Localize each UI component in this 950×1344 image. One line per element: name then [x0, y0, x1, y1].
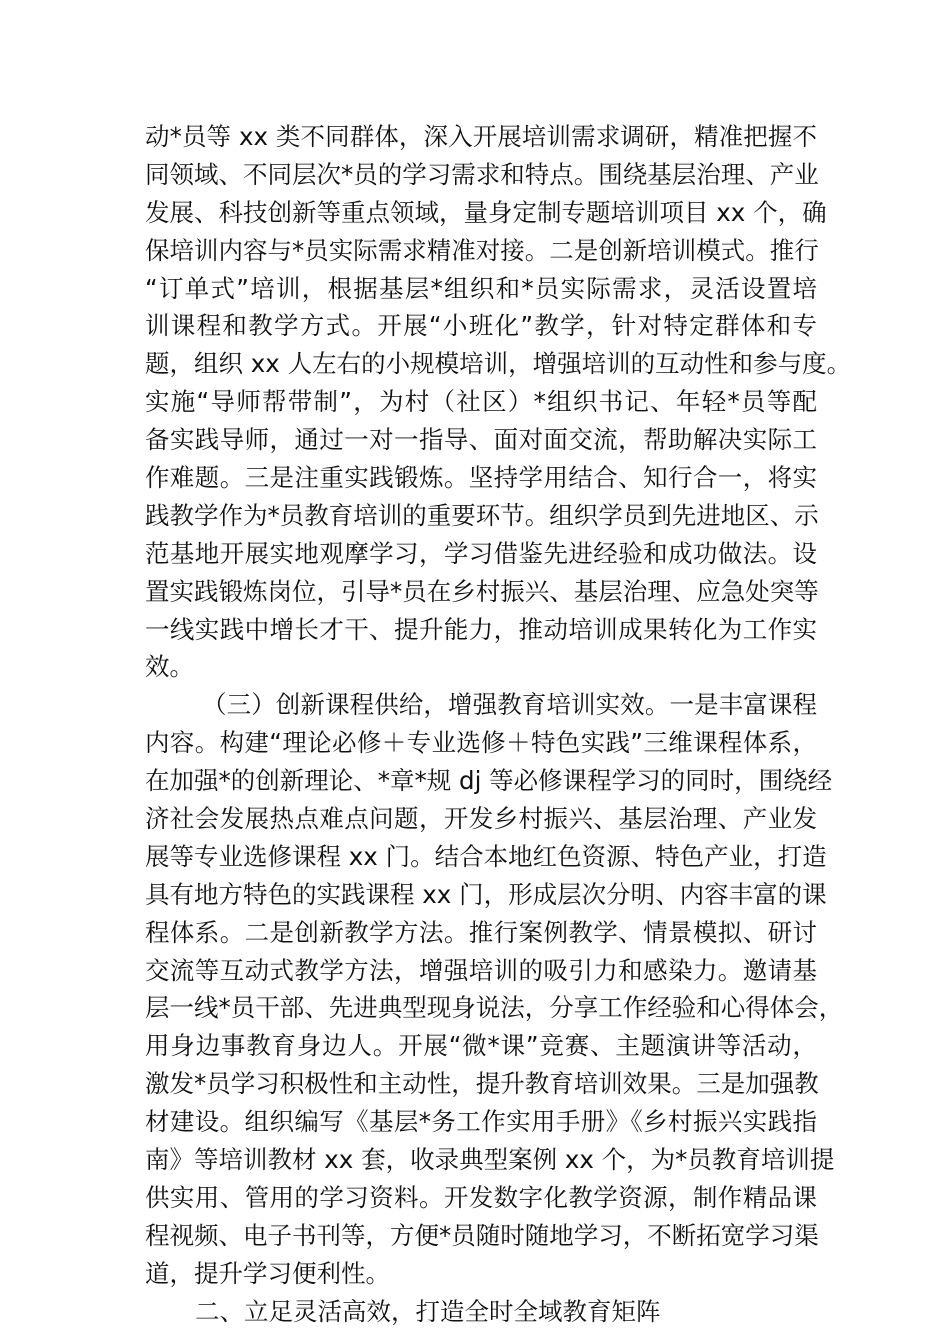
- body-line: 实施“导师帮带制”，为村（社区）*组织书记、年轻*员等配: [145, 387, 817, 417]
- body-line: 一线实践中增长才干、提升能力，推动培训成果转化为工作实: [145, 614, 817, 644]
- body-line: 供实用、管用的学习资料。开发数字化教学资源，制作精品课: [145, 1182, 817, 1212]
- body-line: 交流等互动式教学方法，增强培训的吸引力和感染力。邀请基: [145, 955, 817, 985]
- document-body: [145, 118, 852, 1331]
- body-line: 作难题。三是注重实践锻炼。坚持学用结合、知行合一，将实: [145, 463, 817, 493]
- body-line: 用身边事教育身边人。开展“微*课”竞赛、主题演讲等活动，: [145, 1031, 817, 1061]
- body-line: 具有地方特色的实践课程 xx 门，形成层次分明、内容丰富的课: [145, 879, 827, 909]
- body-line: 同领域、不同层次*员的学习需求和特点。围绕基层治理、产业: [145, 159, 819, 189]
- body-line: 程体系。二是创新教学方法。推行案例教学、情景模拟、研讨: [145, 917, 817, 947]
- body-line: 动*员等 xx 类不同群体，深入开展培训需求调研，精准把握不: [145, 122, 817, 151]
- body-line: 南》等培训教材 xx 套，收录典型案例 xx 个，为*员教育培训提: [145, 1145, 835, 1175]
- body-line: 道，提升学习便利性。: [145, 1258, 390, 1288]
- body-line: 济社会发展热点难点问题，开发乡村振兴、基层治理、产业发: [145, 804, 817, 834]
- body-line: 备实践导师，通过一对一指导、面对面交流，帮助解决实际工: [145, 425, 817, 455]
- body-line: 程视频、电子书刊等，方便*员随时随地学习，不断拓宽学习渠: [145, 1220, 819, 1250]
- subheading-line: （三）创新课程供给，增强教育培训实效。一是丰富课程: [202, 690, 817, 720]
- body-line: 题，组织 xx 人左右的小规模培训，增强培训的互动性和参与度。: [145, 349, 852, 379]
- body-line: 材建设。组织编写《基层*务工作实用手册》《乡村振兴实践指: [145, 1107, 817, 1137]
- body-line: 在加强*的创新理论、*章*规 dj 等必修课程学习的同时，围绕经: [145, 766, 833, 796]
- body-line: 训课程和教学方式。开展“小班化”教学，针对特定群体和专: [145, 311, 817, 341]
- body-line: 践教学作为*员教育培训的重要环节。组织学员到先进地区、示: [145, 500, 819, 530]
- body-line: “订单式”培训，根据基层*组织和*员实际需求，灵活设置培: [145, 273, 817, 303]
- body-line: 保培训内容与*员实际需求精准对接。二是创新培训模式。推行: [145, 235, 819, 265]
- body-line: 激发*员学习积极性和主动性，提升教育培训效果。三是加强教: [145, 1069, 819, 1099]
- body-line: 内容。构建“理论必修＋专业选修＋特色实践”三维课程体系，: [145, 728, 817, 758]
- body-line: 范基地开展实地观摩学习，学习借鉴先进经验和成功做法。设: [145, 538, 817, 568]
- body-line: 展等专业选修课程 xx 门。结合本地红色资源、特色产业，打造: [145, 841, 827, 871]
- body-line: 层一线*员干部、先进典型现身说法，分享工作经验和心得体会，: [145, 993, 844, 1023]
- body-line: 置实践锻炼岗位，引导*员在乡村振兴、基层治理、应急处突等: [145, 576, 819, 606]
- body-line: 发展、科技创新等重点领域，量身定制专题培训项目 xx 个，确: [145, 197, 827, 227]
- section-heading: 二、立足灵活高效，打造全时全域教育矩阵: [195, 1296, 661, 1326]
- body-line: 效。: [145, 652, 194, 682]
